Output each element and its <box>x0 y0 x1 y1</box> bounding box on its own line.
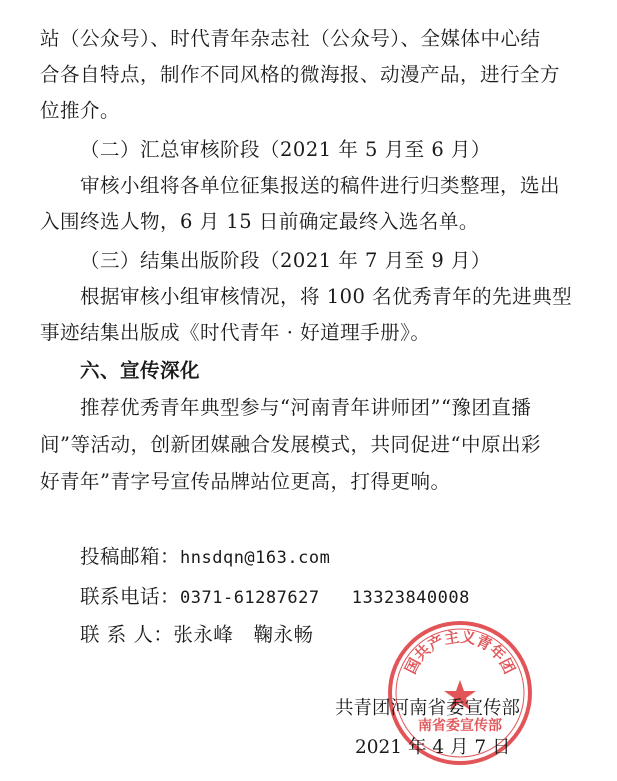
paragraph-line: 入围终选人物，6 月 15 日前确定最终入选名单。 <box>40 210 479 233</box>
svg-text:南省委宣传部: 南省委宣传部 <box>418 718 502 734</box>
paragraph-line: 审核小组将各单位征集报送的稿件进行归类整理，选出 <box>80 174 561 197</box>
paragraph-line: 好青年”青字号宣传品牌站位更高，打得更响。 <box>40 470 451 493</box>
contact-phone-label: 联系电话： <box>80 585 181 608</box>
contact-email-row <box>80 545 330 570</box>
contact-phone-value: 0371-61287627 13323840008 <box>180 588 470 608</box>
contact-person-value: 张永峰 鞠永畅 <box>173 623 314 646</box>
paragraph-line: 位推介。 <box>40 99 121 122</box>
paragraph-line: 站（公众号）、时代青年杂志社（公众号）、全媒体中心结 <box>40 27 541 50</box>
section-heading: （三）结集出版阶段（2021 年 7 月至 9 月） <box>80 249 491 272</box>
paragraph-line: 根据审核小组审核情况，将 100 名优秀青年的先进典型 <box>80 285 573 308</box>
chapter-heading: 六、宣传深化 <box>80 359 201 382</box>
paragraph-line: 合各自特点，制作不同风格的微海报、动漫产品，进行全方 <box>40 63 561 86</box>
svg-text:国共产主义青年团: 国共产主义青年团 <box>401 627 519 677</box>
contact-person-row <box>80 623 314 647</box>
contact-phone-row <box>80 585 470 610</box>
signature-organization: 共青团河南省委宣传部 <box>335 698 521 719</box>
paragraph-line: 推荐优秀青年典型参与“河南青年讲师团”“豫团直播 <box>80 396 532 419</box>
contact-person-label: 联 系 人： <box>80 623 174 646</box>
section-heading: （二）汇总审核阶段（2021 年 5 月至 6 月） <box>80 138 491 161</box>
contact-email-value: hnsdqn@163.com <box>180 548 331 568</box>
paragraph-line: 事迹结集出版成《时代青年 · 好道理手册》。 <box>40 321 431 344</box>
contact-email-label: 投稿邮箱： <box>80 545 181 568</box>
paragraph-line: 间”等活动，创新团媒融合发展模式，共同促进“中原出彩 <box>40 433 541 456</box>
signature-date: 2021 年 4 月 7 日 <box>355 737 511 758</box>
